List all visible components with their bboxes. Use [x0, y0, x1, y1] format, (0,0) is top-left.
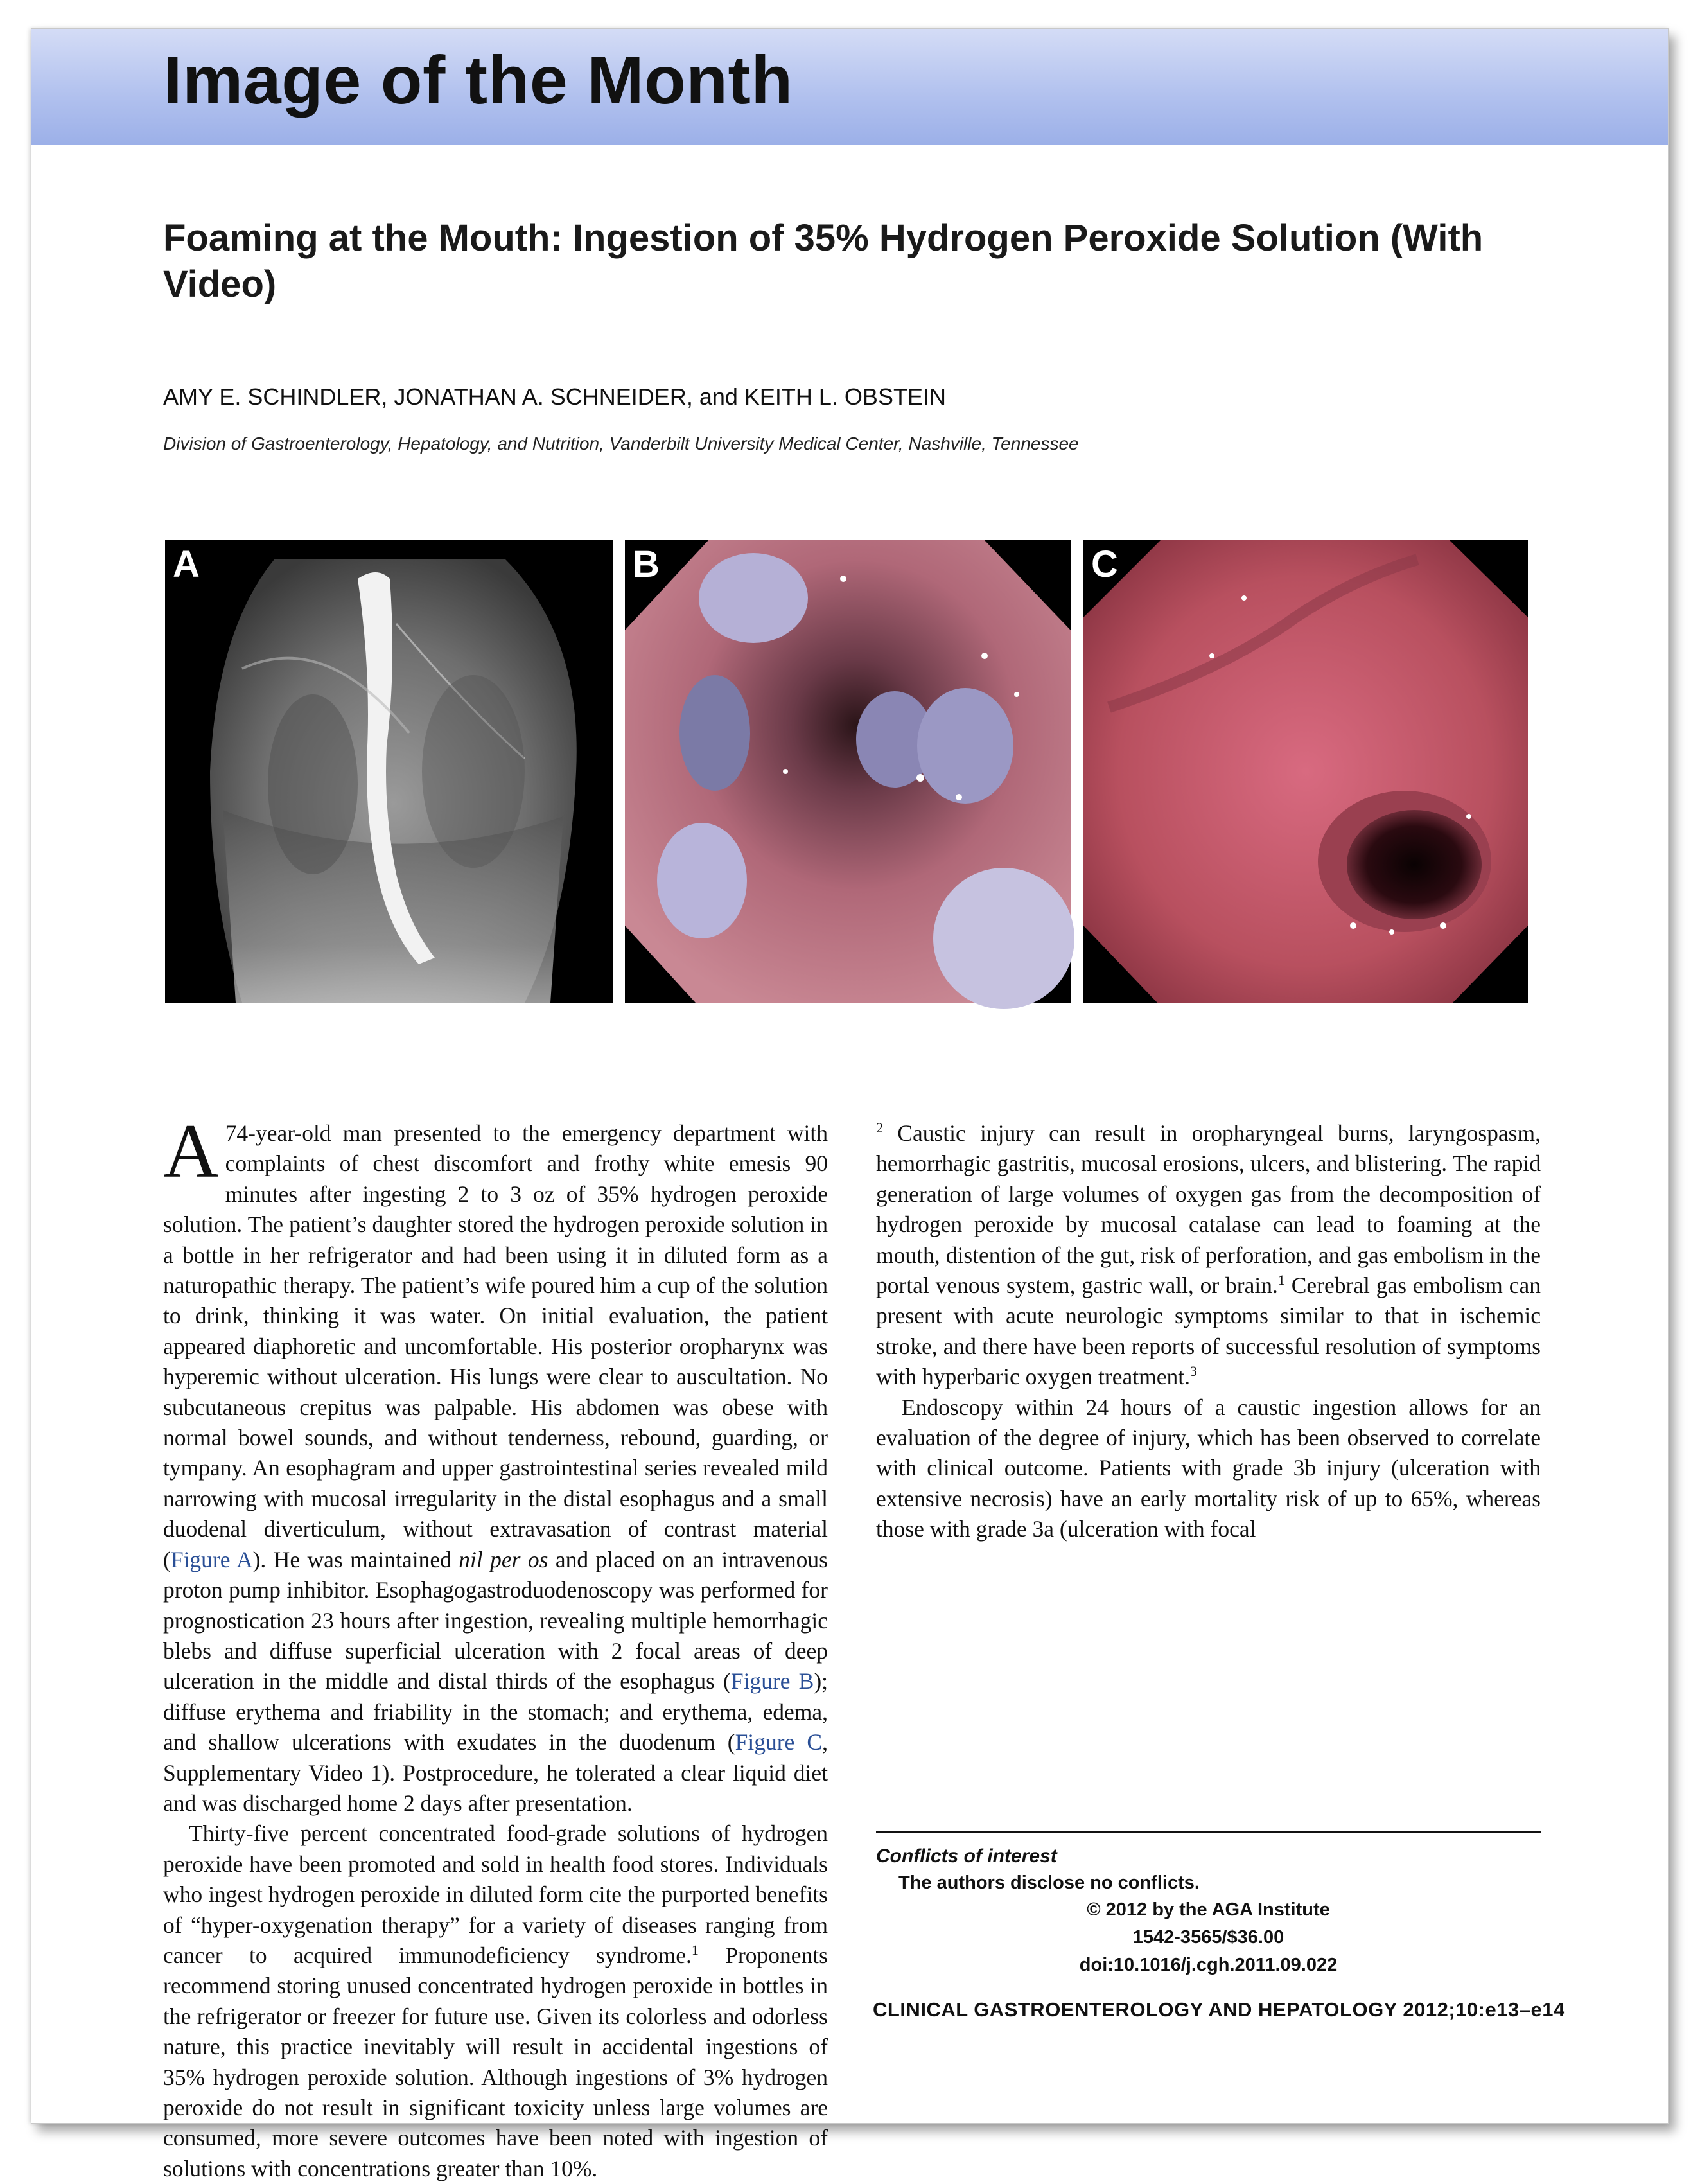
duodenum-endoscopy-image: [1083, 540, 1528, 1003]
body-column-right: [876, 1118, 1541, 1545]
conflicts-heading: Conflicts of interest: [876, 1845, 1057, 1867]
doi-line[interactable]: doi:10.1016/j.cgh.2011.09.022: [1079, 1955, 1338, 1975]
author-list: AMY E. SCHINDLER, JONATHAN A. SCHNEIDER, and KEITH L. OBSTEIN: [163, 383, 946, 410]
panel-label-b: B: [633, 543, 660, 585]
conflicts-text: The authors disclose no conflicts.: [898, 1872, 1200, 1893]
reference-2-marker[interactable]: 2: [876, 1120, 883, 1136]
figure-a-link[interactable]: Figure A: [170, 1546, 253, 1572]
article-page: [31, 28, 1669, 2181]
header-banner: [31, 29, 1668, 145]
panel-label-a: A: [173, 543, 200, 585]
body-column-left: [163, 1108, 828, 2184]
footnote-divider: [876, 1831, 1541, 1833]
reference-3-marker[interactable]: 3: [1189, 1363, 1197, 1380]
figure-c-link[interactable]: Figure C: [735, 1729, 823, 1756]
author-affiliation: Division of Gastroenterology, Hepatology, and Nutrition, Vanderbilt University Medical Center, Nashville, Tennessee: [163, 434, 1079, 454]
paragraph-2-cont: $^2$ Caustic injury can result in oropharyngeal burns, laryngospasm, hemorrhagic gastritis, mucosal erosions, ulcers, and blistering. The rapid generation of large volumes of oxygen gas from the decomposition of hydrogen peroxide by mucosal catalase can lead to foaming at the mouth, distention of the gut, risk of perforation, and gas embolism in the portal venous system, gastric wall, or brain.$^1$ Cerebral gas embolism can present with acute neurologic symptoms similar to that in ischemic stroke, and there have been reports of successful resolution of symptoms with hyperbaric oxygen treatment.$^3$: [876, 1120, 1541, 1390]
panel-label-c: C: [1091, 543, 1118, 585]
paragraph-3: Endoscopy within 24 hours of a caustic ingestion allows for an evaluation of the degree of injury, which has been observed to correlate with clinical outcome. Patients with grade 3b injury (ulceration with extensive necrosis) have an early mortality risk of up to 65%, whereas those with grade 3a (ulceration with focal: [876, 1394, 1541, 1542]
reference-1b-marker[interactable]: 1: [1277, 1272, 1285, 1289]
paragraph-2-start: Thirty-five percent concentrated food-grade solutions of hydrogen peroxide have been promoted and sold in health food stores. Individuals who ingest hydrogen peroxide in diluted form cite the purported benefits of “hyper-oxygenation therapy” for a variety of diseases ranging from cancer to acquired immunodeficiency syndrome.$^1$ Proponents recommend storing unused concentrated hydrogen peroxide in bottles in the refrigerator or freezer for future use. Given its colorless and odorless nature, this practice inevitably will result in accidental ingestions of 35% hydrogen peroxide solution. Although ingestions of 3% hydrogen peroxide do not result in significant toxicity unless large volumes are consumed, more severe outcomes have been noted with ingestion of solutions with concentrations greater than 10%.: [163, 1820, 828, 2181]
article-title: Foaming at the Mouth: Ingestion of 35% Hydrogen Peroxide Solution (With Video): [163, 217, 1484, 305]
drop-cap: A: [163, 1108, 219, 1193]
esophagus-endoscopy-image: [625, 540, 1071, 1003]
issn-line: 1542-3565/$36.00: [1132, 1927, 1284, 1948]
section-title: Image of the Month: [163, 42, 793, 118]
figure-panel-b-esophagus-endoscopy: [625, 540, 1071, 1003]
figure-panel-a-esophagram: [165, 540, 613, 1003]
reference-1-marker[interactable]: 1: [691, 1942, 699, 1959]
copyright-line: © 2012 by the AGA Institute: [1087, 1899, 1330, 1920]
paragraph-1: A 74-year-old man presented to the emergency department with complaints of chest discomfort and frothy white emesis 90 minutes after ingesting 2 to 3 oz of 35% hydrogen peroxide solution. The patient’s daughter stored the hydrogen peroxide solution in a bottle in her refrigerator and had been using it in diluted form as a naturopathic therapy. The patient’s wife poured him a cup of the solution to drink, thinking it was water. On initial evaluation, the patient appeared diaphoretic and uncomfortable. His posterior oropharynx was hyperemic without ulceration. His lungs were clear to auscultation. No subcutaneous crepitus was palpable. His abdomen was obese with normal bowel sounds, and without tenderness, rebound, guarding, or tympany. An esophagram and upper gastrointestinal series revealed mild narrowing with mucosal irregularity in the distal esophagus and a small duodenal diverticulum, without extravasation of contrast material (Figure A). He was maintained nil per os and placed on an intravenous proton pump inhibitor. Esophagogastroduodenoscopy was performed for prognostication 23 hours after ingestion, revealing multiple hemorrhagic blebs and diffuse superficial ulceration with 2 focal areas of deep ulceration in the middle and distal thirds of the esophagus (Figure B); diffuse erythema and friability in the stomach; and erythema, edema, and shallow ulcerations with exudates in the duodenum (Figure C, Supplementary Video 1). Postprocedure, he tolerated a clear liquid diet and was discharged home 2 days after presentation.: [163, 1108, 828, 1816]
esophagram-image: [165, 540, 613, 1003]
journal-citation: CLINICAL GASTROENTEROLOGY AND HEPATOLOGY 2012;10:e13–e14: [873, 1998, 1565, 2021]
figure-panel-c-duodenum-endoscopy: [1083, 540, 1528, 1003]
figure-b-link[interactable]: Figure B: [730, 1668, 814, 1695]
